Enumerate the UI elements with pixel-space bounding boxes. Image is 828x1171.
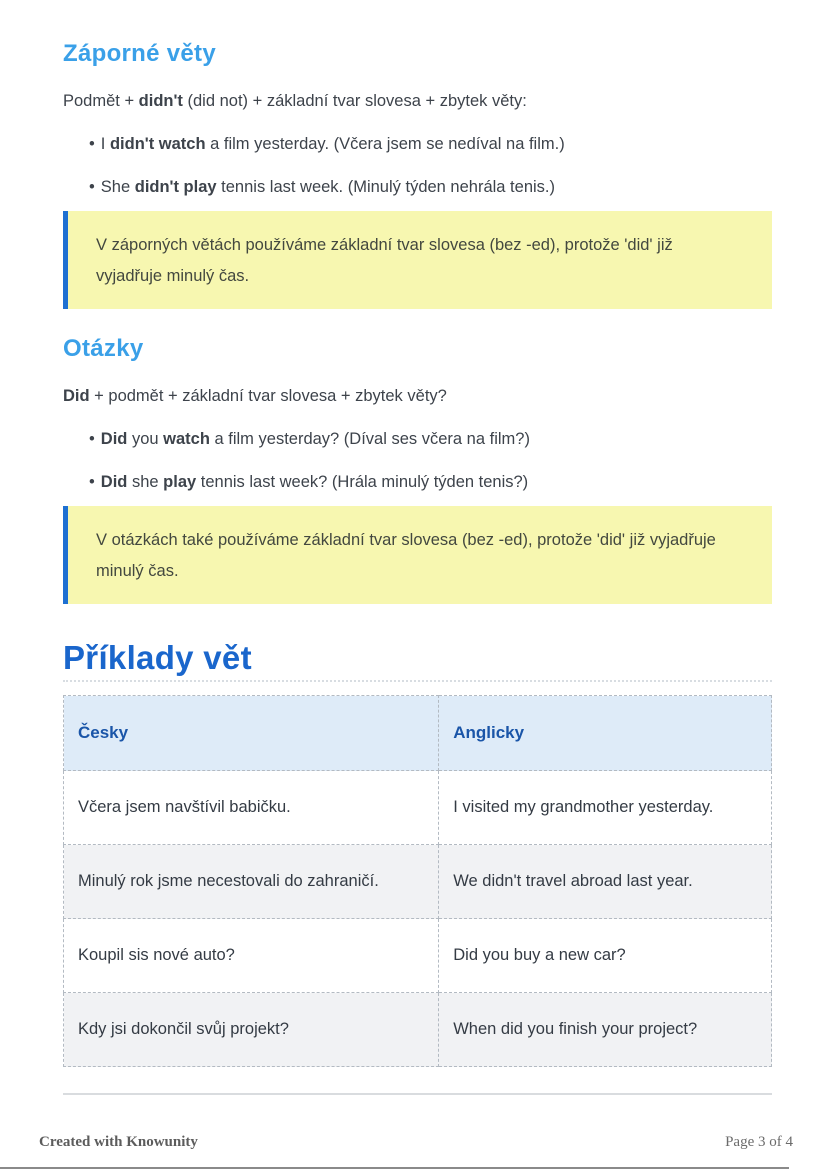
table-row bbox=[64, 919, 772, 993]
section-heading-questions: Otázky bbox=[63, 335, 144, 362]
note-text: V otázkách také používáme základní tvar slovesa (bez -ed), protože 'did' již vyjadřuje minulý čas. bbox=[96, 531, 716, 580]
table-row bbox=[64, 771, 772, 845]
bullet-marker: • bbox=[89, 178, 95, 196]
bullet-marker: • bbox=[89, 473, 95, 491]
bullet-text: I didn't watch a film yesterday. (Včera jsem se nedíval na film.) bbox=[100, 135, 565, 153]
formula-questions: Did + podmět + základní tvar slovesa + zbytek věty? bbox=[63, 387, 447, 405]
example-bullet bbox=[89, 428, 772, 450]
section-heading-negative: Záporné věty bbox=[63, 40, 216, 67]
examples-title: Příklady vět bbox=[63, 640, 772, 682]
bullet-text: Did you watch a film yesterday? (Díval ses včera na film?) bbox=[100, 430, 530, 448]
cell-english: Did you buy a new car? bbox=[439, 919, 772, 993]
formula-negative: Podmět + didn't (did not) + základní tvar slovesa + zbytek věty: bbox=[63, 92, 527, 110]
section-questions bbox=[63, 335, 772, 604]
cell-czech: Kdy jsi dokončil svůj projekt? bbox=[64, 993, 439, 1067]
cell-czech: Minulý rok jsme necestovali do zahraničí. bbox=[64, 845, 439, 919]
cell-czech: Koupil sis nové auto? bbox=[64, 919, 439, 993]
bullet-marker: • bbox=[89, 430, 95, 448]
section-example-sentences bbox=[63, 640, 772, 1095]
page-content bbox=[63, 40, 772, 1095]
page-bottom-edge bbox=[0, 1167, 789, 1169]
footer-page-number: Page 3 of 4 bbox=[725, 1134, 793, 1150]
table-row bbox=[64, 993, 772, 1067]
cell-english: We didn't travel abroad last year. bbox=[439, 845, 772, 919]
example-list bbox=[63, 133, 772, 198]
bullet-marker: • bbox=[89, 135, 95, 153]
examples-table bbox=[63, 695, 772, 1067]
cell-english: I visited my grandmother yesterday. bbox=[439, 771, 772, 845]
note-text: V záporných větách používáme základní tvar slovesa (bez -ed), protože 'did' již vyjadřuje minulý čas. bbox=[96, 236, 673, 285]
table-header-row bbox=[64, 696, 772, 771]
column-header-czech: Česky bbox=[64, 696, 439, 771]
table-row bbox=[64, 845, 772, 919]
page-footer bbox=[39, 1134, 793, 1151]
cell-czech: Včera jsem navštívil babičku. bbox=[64, 771, 439, 845]
example-bullet bbox=[89, 176, 772, 198]
example-bullet bbox=[89, 471, 772, 493]
example-bullet bbox=[89, 133, 772, 155]
section-negative-sentences bbox=[63, 40, 772, 309]
cell-english: When did you finish your project? bbox=[439, 993, 772, 1067]
column-header-english: Anglicky bbox=[439, 696, 772, 771]
example-list bbox=[63, 428, 772, 493]
bullet-text: She didn't play tennis last week. (Minulý týden nehrála tenis.) bbox=[100, 178, 555, 196]
bottom-divider bbox=[63, 1093, 772, 1095]
note-box bbox=[63, 211, 772, 309]
note-box bbox=[63, 506, 772, 604]
footer-branding: Created with Knowunity bbox=[39, 1134, 198, 1150]
bullet-text: Did she play tennis last week? (Hrála minulý týden tenis?) bbox=[100, 473, 529, 491]
